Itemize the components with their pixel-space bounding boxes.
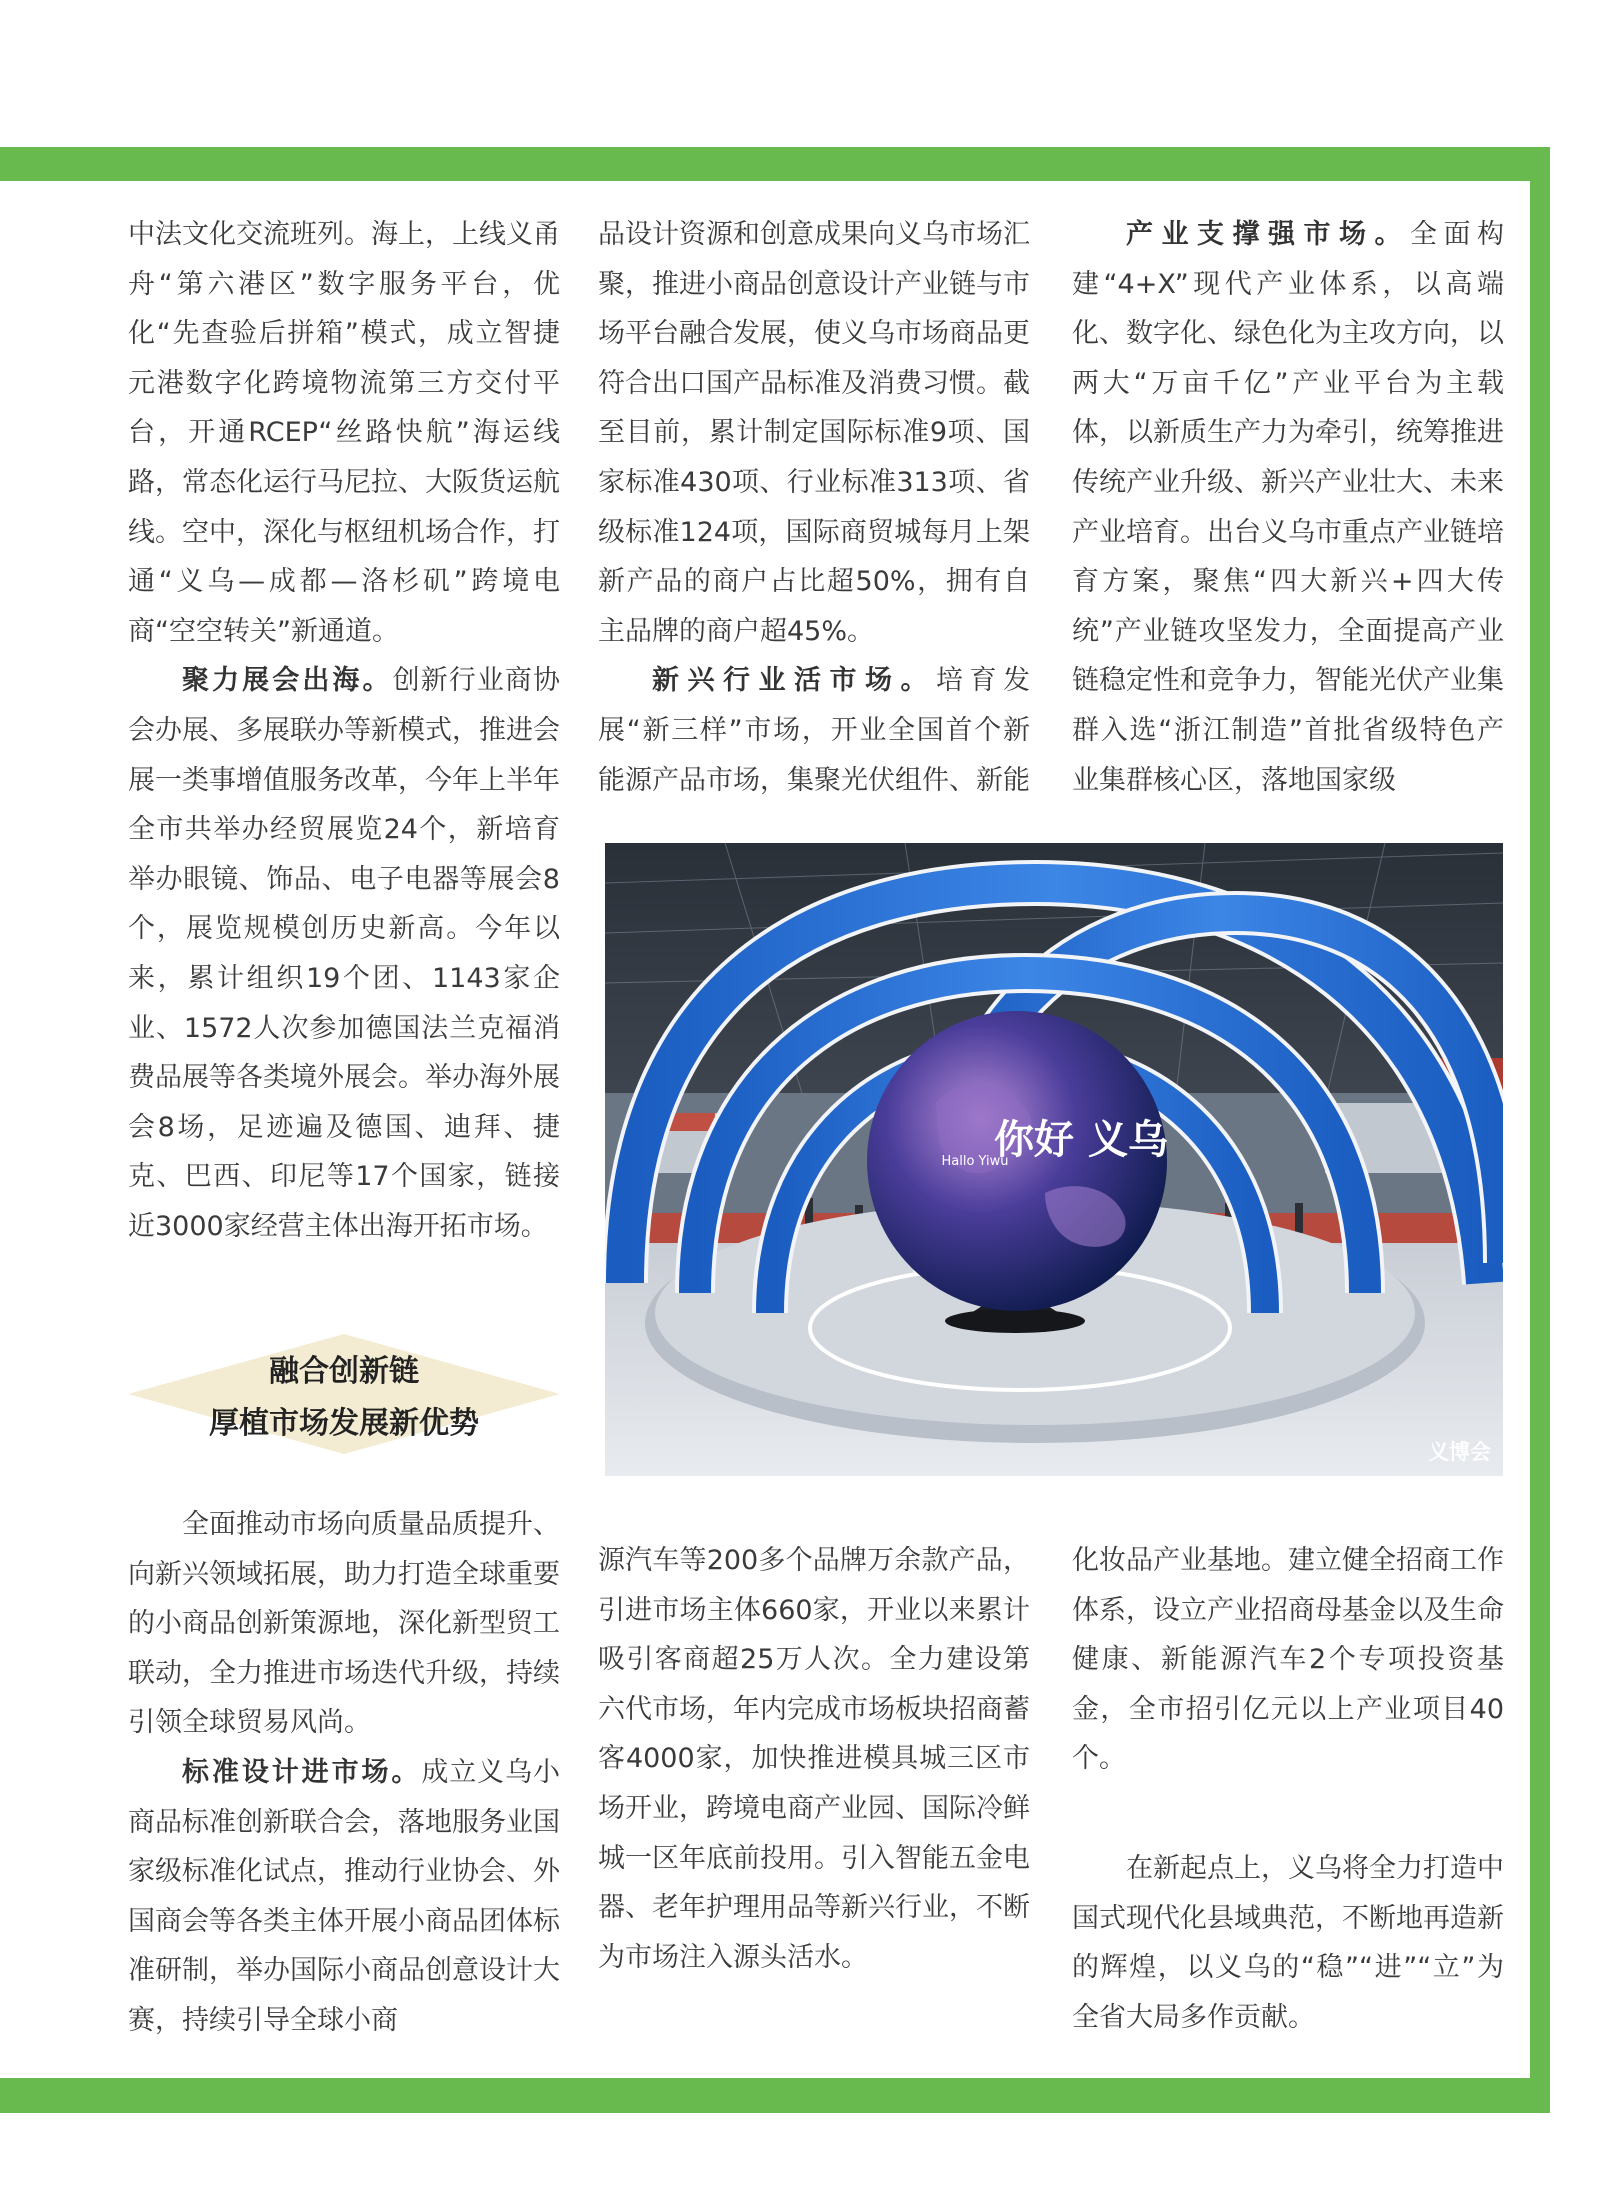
paragraph-text: 中法文化交流班列。海上，上线义甬舟“第六港区”数字服务平台，优化“先查验后拼箱”模式，成立智捷元港数字化跨境物流第三方交付平台，开通RCEP“丝路快航”海运线路，常态化运行马尼拉、大阪货运航线。空中，深化与枢纽机场合作，打通“义乌—成都—洛杉矶”跨境电商“空空转关”新通道。 — [128, 219, 560, 647]
paragraph — [128, 1748, 560, 2046]
expo-globe-photo — [605, 843, 1503, 1476]
column-3-top — [1072, 210, 1504, 805]
paragraph-text: 化妆品产业基地。建立健全招商工作体系，设立产业招商母基金以及生命健康、新能源汽车2个专项投资基金，全市招引亿元以上产业项目40个。 — [1072, 1545, 1504, 1775]
paragraph — [1072, 1536, 1504, 1784]
paragraph-text: 品设计资源和创意成果向义乌市场汇聚，推进小商品创意设计产业链与市场平台融合发展，使义乌市场商品更符合出口国产品标准及消费习惯。截至目前，累计制定国际标准9项、国家标准430项、行业标准313项、省级标准124项，国际商贸城每月上架新产品的商户占比超50%，拥有自主品牌的商户超45%。 — [598, 219, 1030, 647]
paragraph-lead: 标准设计进市场。 — [182, 1756, 422, 1788]
column-2-bottom — [598, 1536, 1030, 1982]
paragraph-text: 全面推动市场向质量品质提升、向新兴领域拓展，助力打造全球重要的小商品创新策源地，深化新型贸工联动，全力推进市场迭代升级，持续引领全球贸易风尚。 — [128, 1509, 560, 1739]
expo-globe-illustration — [605, 843, 1503, 1476]
column-1-top — [128, 210, 560, 1251]
paragraph-text: 成立义乌小商品标准创新联合会，落地服务业国家级标准化试点，推动行业协会、外国商会等各类主体开展小商品团体标准研制，举办国际小商品创意设计大赛，持续引导全球小商 — [128, 1756, 561, 2036]
paragraph — [128, 656, 560, 1251]
paragraph-lead: 聚力展会出海。 — [182, 665, 393, 697]
paragraph — [128, 1500, 560, 1748]
paragraph-text: 在新起点上，义乌将全力打造中国式现代化县域典范，不断地再造新的辉煌，以义乌的“稳”“进”“立”为全省大局多作贡献。 — [1072, 1853, 1504, 2033]
column-2-top — [598, 210, 1030, 805]
paragraph-lead: 新兴行业活市场。 — [652, 665, 936, 697]
paragraph — [598, 656, 1030, 805]
section-heading-line2: 厚植市场发展新优势 — [209, 1406, 479, 1441]
photo-credit: 义博会 — [1428, 1440, 1491, 1464]
paragraph-text: 培育发展“新三样”市场，开业全国首个新能源产品市场，集聚光伏组件、新能 — [598, 665, 1030, 796]
globe-greeting-text: 你好 义乌 — [994, 1117, 1168, 1163]
paragraph-lead: 产业支撑强市场。 — [1126, 219, 1410, 250]
paragraph — [1072, 210, 1504, 805]
section-heading-text — [128, 1346, 560, 1450]
column-3-closing — [1072, 1844, 1504, 2042]
paragraph — [128, 210, 560, 656]
paragraph-text: 全面构建“4+X”现代产业体系，以高端化、数字化、绿色化为主攻方向，以两大“万亩千亿”产业平台为主载体，以新质生产力为牵引，统筹推进传统产业升级、新兴产业壮大、未来产业培育。出台义乌市重点产业链培育方案，聚焦“四大新兴+四大传统”产业链攻坚发力，全面提高产业链稳定性和竞争力，智能光伏产业集群入选“浙江制造”首批省级特色产业集群核心区，落地国家级 — [1072, 219, 1504, 796]
paragraph-text: 创新行业商协会办展、多展联办等新模式，推进会展一类事增值服务改革，今年上半年全市共举办经贸展览24个，新培育举办眼镜、饰品、电子电器等展会8个，展览规模创历史新高。今年以来，累计组织19个团、1143家企业、1572人次参加德国法兰克福消费品展等各类境外展会。举办海外展会8场，足迹遍及德国、迪拜、捷克、巴西、印尼等17个国家，链接近3000家经营主体出海开拓市场。 — [128, 665, 561, 1242]
section-heading-line1: 融合创新链 — [269, 1354, 419, 1389]
paragraph — [598, 210, 1030, 656]
paragraph-text: 源汽车等200多个品牌万余款产品，引进市场主体660家，开业以来累计吸引客商超25万人次。全力建设第六代市场，年内完成市场板块招商蓄客4000家，加快推进模具城三区市场开业，跨境电商产业园、国际冷鲜城一区年底前投用。引入智能五金电器、老年护理用品等新兴行业，不断为市场注入源头活水。 — [598, 1545, 1030, 1973]
section-heading — [128, 1322, 560, 1472]
column-3-bottom — [1072, 1536, 1504, 1784]
column-1-bottom — [128, 1500, 560, 2046]
paragraph — [1072, 1844, 1504, 2042]
globe-small-text: Hallo Yiwu — [941, 1154, 1009, 1169]
paragraph — [598, 1536, 1030, 1982]
